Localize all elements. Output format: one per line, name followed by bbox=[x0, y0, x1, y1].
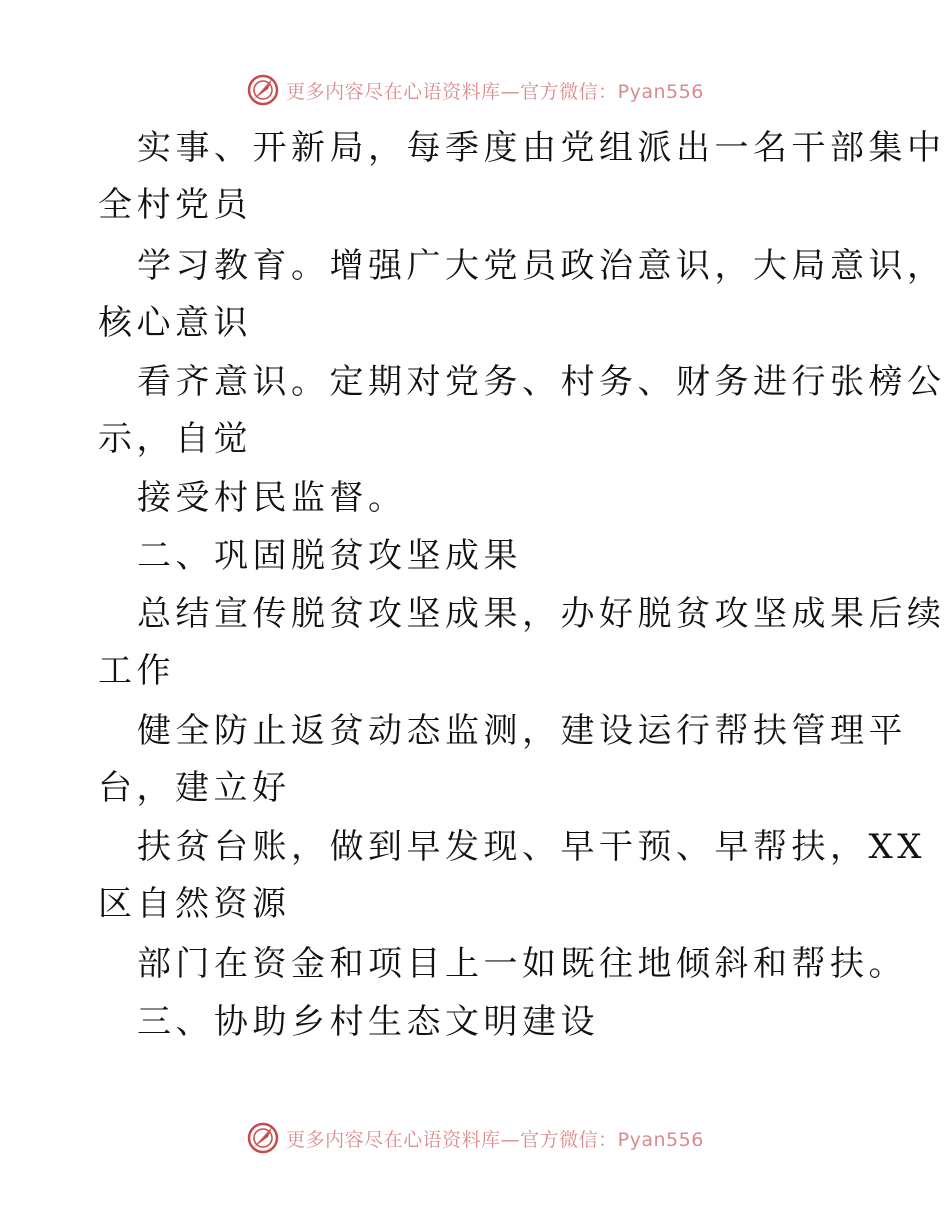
text-line: 健全防止返贫动态监测，建设运行帮扶管理平 bbox=[137, 711, 907, 751]
header-watermark bbox=[0, 70, 950, 110]
text-line: 区自然资源 bbox=[98, 884, 291, 924]
text-line: 看齐意识。定期对党务、村务、财务进行张榜公 bbox=[137, 362, 946, 402]
text-line: 台，建立好 bbox=[98, 768, 291, 808]
text-line: 示，自觉 bbox=[98, 419, 252, 459]
text-line: 实事、开新局，每季度由党组派出一名干部集中 bbox=[137, 128, 946, 168]
footer-banner-text: 更多内容尽在心语资料库—官方微信：Pyan556 bbox=[286, 1128, 704, 1151]
section-heading: 三、协助乡村生态文明建设 bbox=[137, 1002, 599, 1042]
quill-logo-icon bbox=[246, 1121, 280, 1155]
text-line: 部门在资金和项目上一如既往地倾斜和帮扶。 bbox=[137, 944, 907, 984]
section-heading: 二、巩固脱贫攻坚成果 bbox=[137, 536, 522, 576]
text-line: 扶贫台账，做到早发现、早干预、早帮扶，XX bbox=[137, 827, 926, 867]
text-line: 全村党员 bbox=[98, 185, 252, 225]
text-line: 工作 bbox=[98, 651, 175, 691]
quill-logo-icon bbox=[246, 73, 280, 107]
text-line: 核心意识 bbox=[98, 303, 252, 343]
text-line: 接受村民监督。 bbox=[137, 478, 407, 518]
text-line: 总结宣传脱贫攻坚成果，办好脱贫攻坚成果后续 bbox=[137, 594, 946, 634]
footer-watermark bbox=[0, 1118, 950, 1158]
header-banner-text: 更多内容尽在心语资料库—官方微信：Pyan556 bbox=[286, 80, 704, 103]
text-line: 学习教育。增强广大党员政治意识，大局意识， bbox=[137, 246, 946, 286]
